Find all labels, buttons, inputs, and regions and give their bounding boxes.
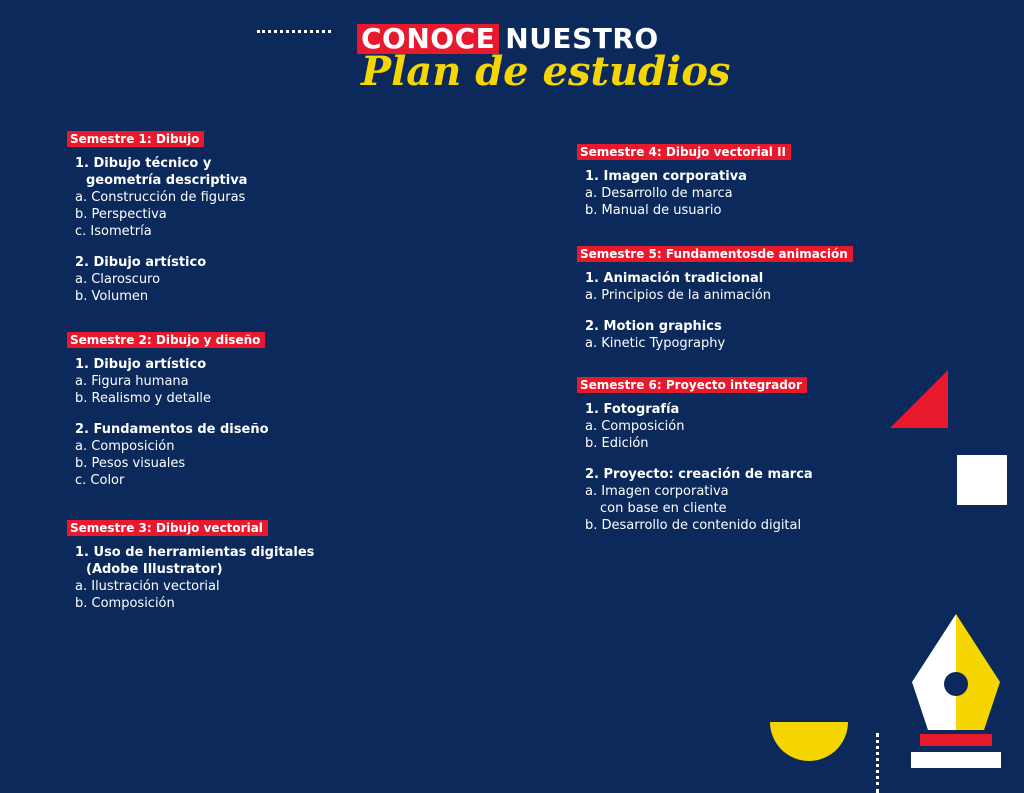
subject-topic: a. Desarrollo de marca bbox=[585, 186, 733, 201]
subject-heading: 2. Fundamentos de diseño bbox=[75, 422, 269, 437]
subject-topic: a. Principios de la animación bbox=[585, 288, 772, 303]
subject-block bbox=[577, 401, 813, 452]
subject-heading: 2. Proyecto: creación de marca bbox=[585, 467, 813, 482]
subject-topic: b. Composición bbox=[75, 596, 175, 611]
subject-topic: b. Manual de usuario bbox=[585, 203, 722, 218]
subject-block bbox=[577, 318, 853, 352]
subject-block bbox=[577, 270, 853, 304]
subject-heading: 1. Dibujo artístico bbox=[75, 357, 207, 372]
subject-topic: a. Claroscuro bbox=[75, 272, 161, 287]
subject-heading: 1. Uso de herramientas digitales bbox=[75, 545, 315, 560]
subject-block bbox=[67, 356, 269, 407]
subject-heading: 1. Animación tradicional bbox=[585, 271, 764, 286]
subject-topic: c. Isometría bbox=[75, 224, 152, 239]
subject-heading: 1. Fotografía bbox=[585, 402, 680, 417]
subject-block bbox=[67, 421, 269, 489]
subject-heading: 1. Dibujo técnico y bbox=[75, 156, 212, 171]
subject-topic: a. Construcción de figuras bbox=[75, 190, 246, 205]
subject-block bbox=[67, 155, 247, 240]
semester-badge: Semestre 6: Proyecto integrador bbox=[577, 377, 807, 393]
subject-topic: b. Desarrollo de contenido digital bbox=[585, 518, 802, 533]
semester-badge: Semestre 1: Dibujo bbox=[67, 131, 204, 147]
subject-topic: con base en cliente bbox=[600, 501, 727, 516]
title-rest: NUESTRO bbox=[505, 22, 659, 55]
subject-topic: a. Figura humana bbox=[75, 374, 189, 389]
subject-topic: b. Edición bbox=[585, 436, 649, 451]
subject-block bbox=[67, 254, 247, 305]
subject-block bbox=[67, 544, 314, 612]
semester-2 bbox=[67, 329, 269, 489]
subject-topic: c. Color bbox=[75, 473, 125, 488]
semester-5 bbox=[577, 243, 853, 352]
dotted-line-decoration bbox=[257, 30, 331, 33]
pen-nib-icon bbox=[908, 612, 1004, 772]
title-highlight: CONOCE bbox=[357, 24, 499, 54]
page-subtitle: Plan de estudios bbox=[361, 48, 731, 95]
subject-topic: a. Composición bbox=[75, 439, 175, 454]
semester-badge: Semestre 5: Fundamentosde animación bbox=[577, 246, 853, 262]
yellow-semicircle-decoration bbox=[770, 722, 850, 762]
subject-topic: b. Perspectiva bbox=[75, 207, 167, 222]
white-square-decoration bbox=[957, 455, 1007, 505]
subject-topic: b. Pesos visuales bbox=[75, 456, 186, 471]
red-triangle-decoration bbox=[890, 370, 950, 428]
subject-topic: b. Realismo y detalle bbox=[75, 391, 212, 406]
semester-1 bbox=[67, 128, 247, 305]
semester-badge: Semestre 3: Dibujo vectorial bbox=[67, 520, 268, 536]
semester-3 bbox=[67, 517, 314, 612]
vertical-dotted-line-decoration bbox=[876, 733, 879, 793]
semester-badge: Semestre 2: Dibujo y diseño bbox=[67, 332, 265, 348]
subject-topic: a. Imagen corporativa bbox=[585, 484, 729, 499]
semester-6 bbox=[577, 374, 813, 534]
subject-topic: a. Kinetic Typography bbox=[585, 336, 726, 351]
subject-heading: (Adobe Illustrator) bbox=[86, 562, 223, 577]
subject-block bbox=[577, 466, 813, 534]
subject-heading: 2. Motion graphics bbox=[585, 319, 722, 334]
page-title bbox=[357, 22, 731, 95]
semester-4 bbox=[577, 141, 791, 219]
subject-heading: 1. Imagen corporativa bbox=[585, 169, 747, 184]
subject-topic: a. Composición bbox=[585, 419, 685, 434]
subject-topic: b. Volumen bbox=[75, 289, 149, 304]
semester-badge: Semestre 4: Dibujo vectorial II bbox=[577, 144, 791, 160]
subject-heading: geometría descriptiva bbox=[86, 173, 248, 188]
subject-topic: a. Ilustración vectorial bbox=[75, 579, 220, 594]
subject-block bbox=[577, 168, 791, 219]
subject-heading: 2. Dibujo artístico bbox=[75, 255, 207, 270]
